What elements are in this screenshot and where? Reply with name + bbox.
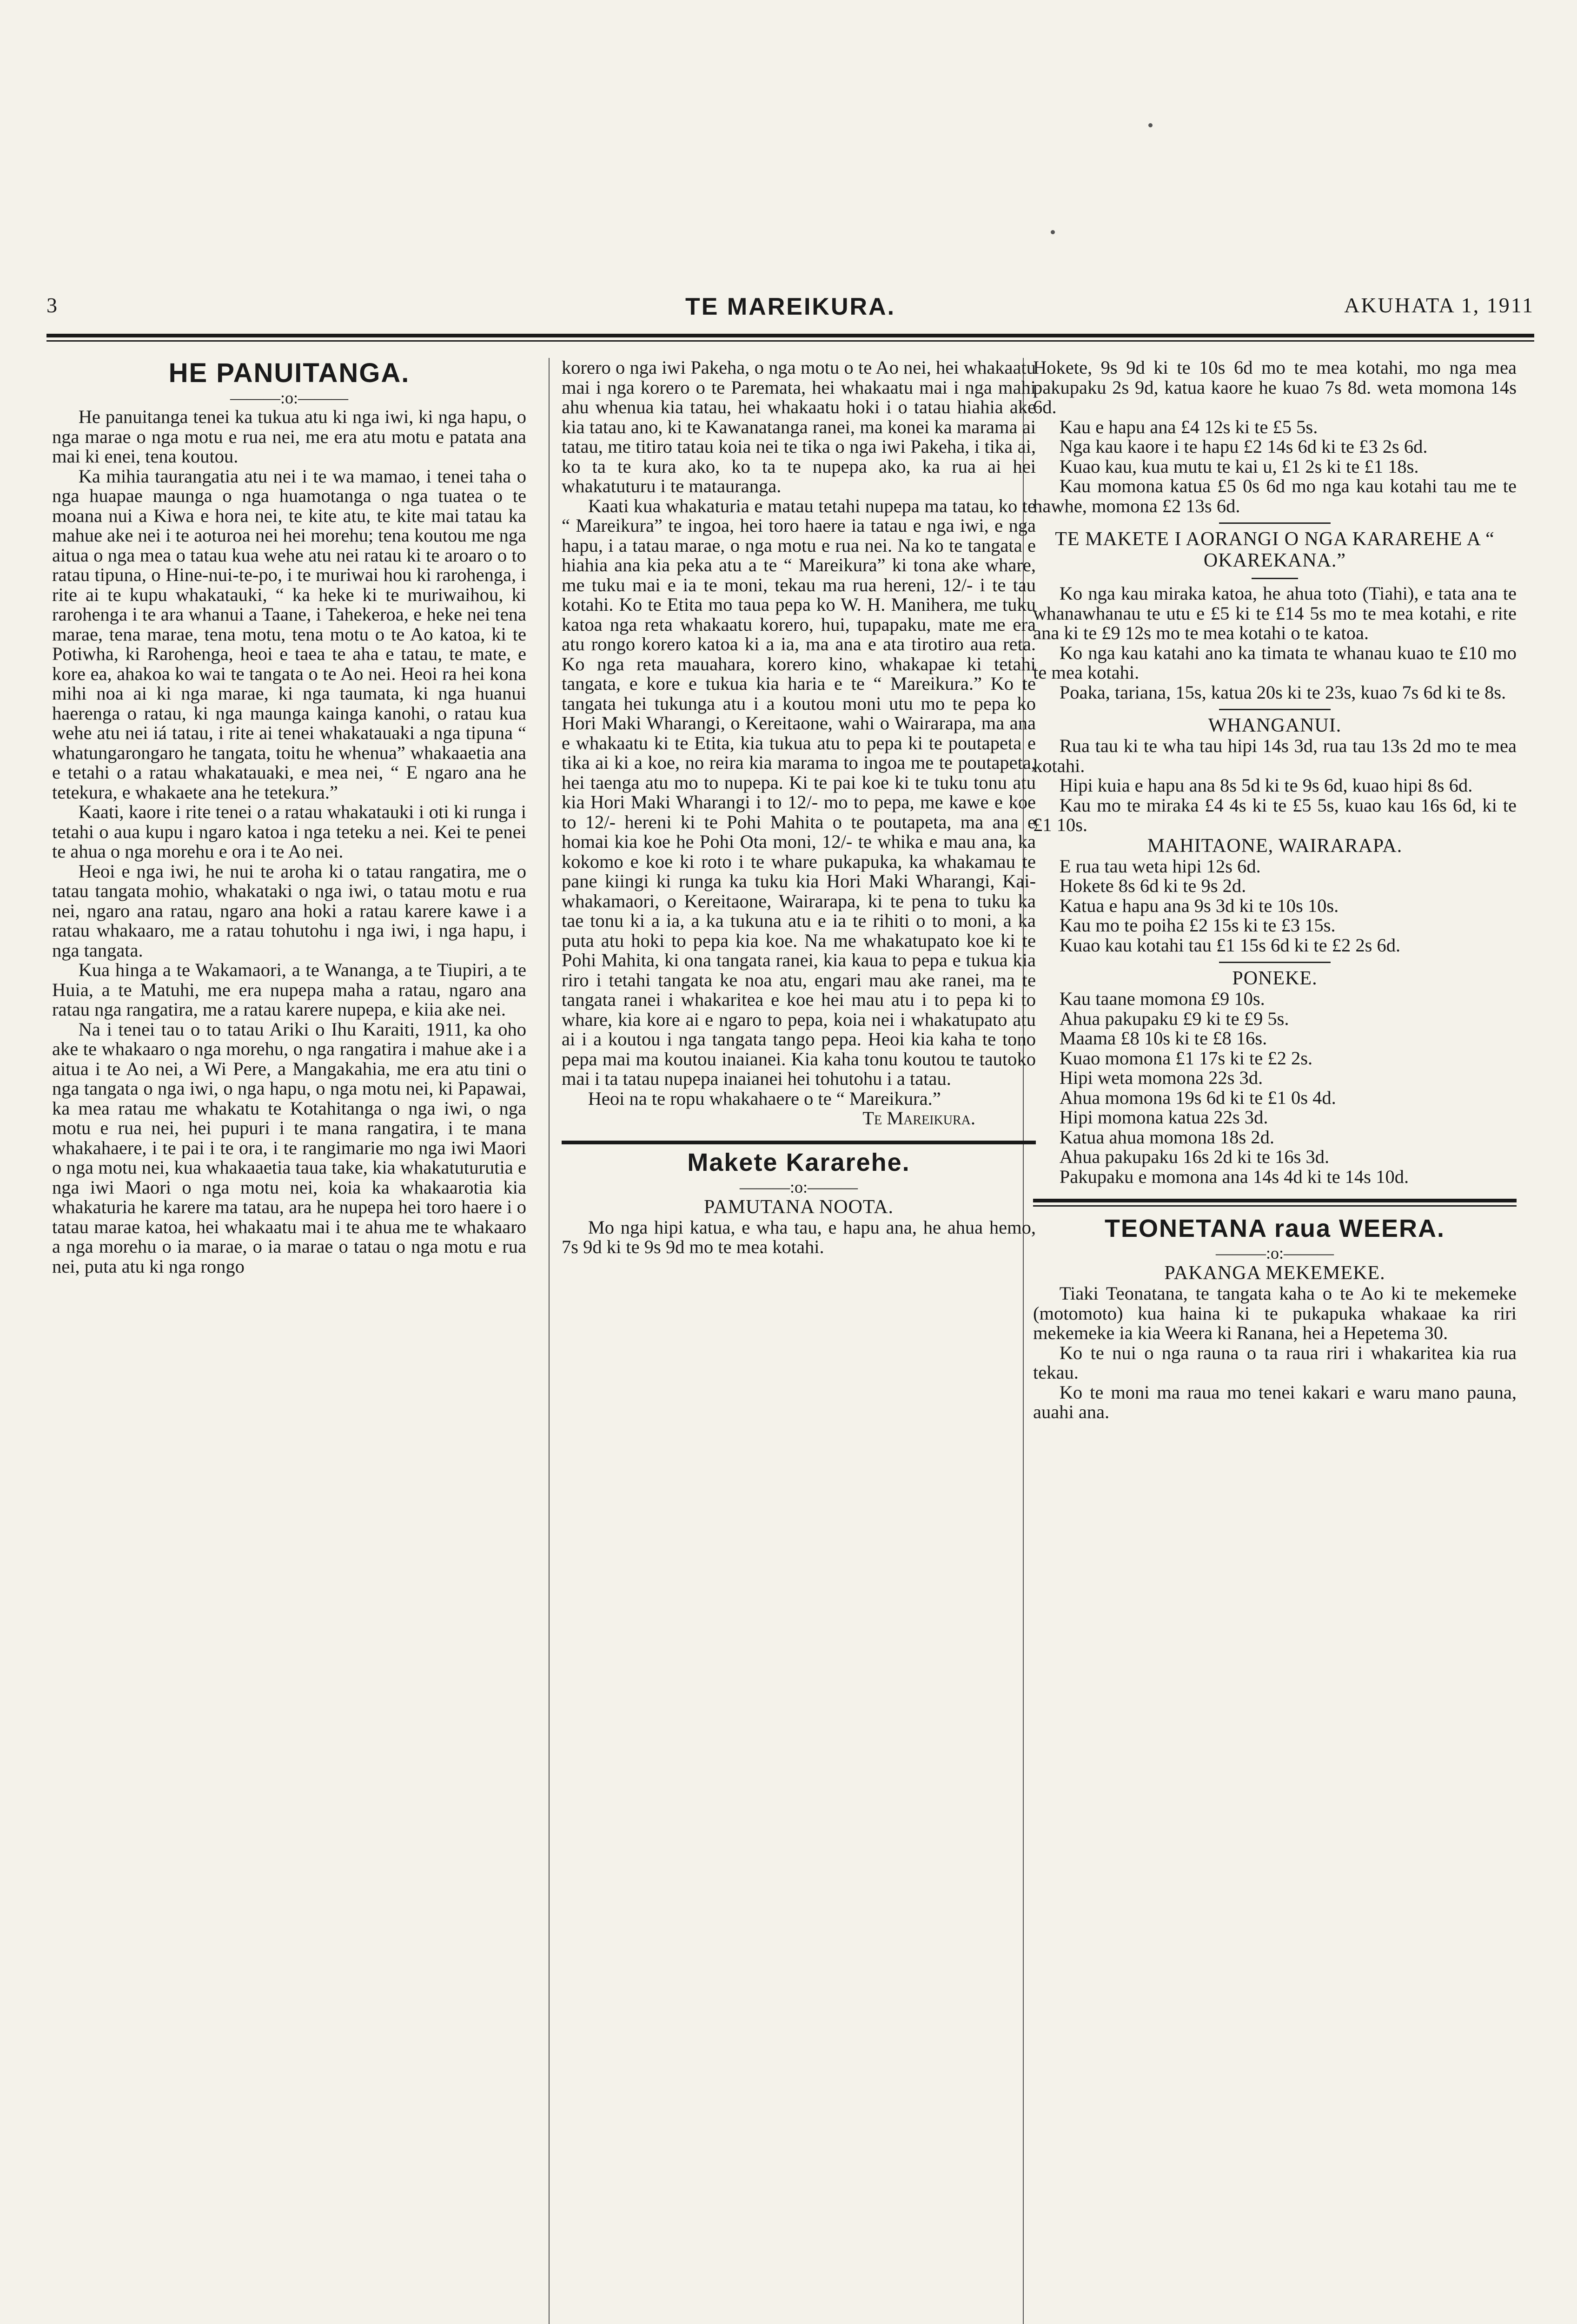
market-heading: Makete Kararehe. [687,1148,910,1176]
section-rule [1219,709,1331,710]
market-line: Pakupaku e momona ana 14s 4d ki te 14s 10d. [1059,1166,1409,1187]
paragraph: Kaati, kaore i rite tenei o a ratau whakatauki i oti ki runga i tetahi o aua kupu i ngaro katoa i nga teteku a nei. Kei te penei te ahua o nga morehu e ora i te Ao nei. [52,801,526,862]
market-line: Hokete, 9s 9d ki te 10s 6d mo te mea kotahi, mo nga mea pakupaku 2s 9d, katua kaore he kuao 7s 8d. weta momona 14s 6d. [1033,358,1517,417]
market-line: Hipi weta momona 22s 3d. [1059,1067,1263,1088]
header-rule-thin [46,340,1534,342]
paragraph: korero o nga iwi Pakeha, o nga motu o te Ao nei, hei whakaatu mai i nga korero o te Paremata, hei whakaatu mai i nga mahi ahu whenua kia tatau, hei whakaatu hoki i o tatau hiahia ake kia tatau ano, ki te Kawanatanga ranei, ma konei ka marama ai tatau, me titiro tatau koia nei te tika o nga iwi Pakeha, i tika ai, ko ta te kura ako, ko ta te nupepa ako, ka rua ai hei whakatuturu i te matauranga. [562,358,1036,496]
page-header [46,293,1534,325]
paragraph: He panuitanga tenei ka tukua atu ki nga iwi, ki nga hapu, o nga marae o nga motu e rua nei, me era atu motu e patata ana mai ki enei, tena koutou. [52,406,526,467]
market-line: Nga kau kaore i te hapu £2 14s 6d ki te £3 2s 6d. [1059,436,1428,457]
market-line: Ahua pakupaku £9 ki te £9 5s. [1059,1008,1289,1029]
paragraph: Mo nga hipi katua, e wha tau, e hapu ana, he ahua hemo, 7s 9d ki te 9s 9d mo te mea kotahi. [562,1216,1036,1257]
market-line: Katua e hapu ana 9s 3d ki te 10s 10s. [1059,895,1339,916]
paragraph: Kua hinga a te Wakamaori, a te Wananga, a te Tiupiri, a te Huia, a te Matuhi, me era nupepa maha a ratau, ngaro ana ratau nga rangatira, me a ratau karere nupepa, e kiia ake nei. [52,959,526,1020]
market-line: Ahua momona 19s 6d ki te £1 0s 4d. [1059,1087,1336,1108]
print-speck [1148,123,1153,127]
paragraph: Tiaki Teonatana, te tangata kaha o te Ao ki te mekemeke (motomoto) kua haina ki te pukapuka whakaae ka riri mekemeke ia kia Weera ki Ranana, hei a Hepetema 30. [1033,1283,1517,1343]
market-line: Kau e hapu ana £4 12s ki te £5 5s. [1059,416,1318,437]
market-line: Hipi momona katua 22s 3d. [1059,1107,1268,1128]
market-line: Katua ahua momona 18s 2d. [1059,1126,1274,1148]
header-rule-thick [46,334,1534,337]
mahitaone-heading: MAHITAONE, WAIRARAPA. [1147,835,1403,857]
market-line: Kau momona katua £5 0s 6d mo nga kau kotahi tau me te hawhe, momona £2 13s 6d. [1033,475,1517,516]
market-line: Maama £8 10s ki te £8 16s. [1059,1028,1267,1049]
market-line: Kau mo te miraka £4 4s ki te £5 5s, kuao kau 16s 6d, ki te £1 10s. [1033,794,1517,835]
section-rule [562,1141,1036,1144]
market-line: Kuao kau, kua mutu te kai u, £1 2s ki te £1 18s. [1059,456,1419,477]
market-line: Kau mo te poiha £2 15s ki te £3 15s. [1059,915,1336,936]
signature: Te Mareikura. [862,1108,975,1129]
market-separator: ———:o:——— [739,1177,858,1196]
section-rule [1252,578,1298,579]
paragraph: Kaati kua whakaturia e matau tetahi nupepa ma tatau, ko te “ Mareikura” te ingoa, hei toro haere ia tatau e nga iwi, e nga hapu, i a tatau marae, o nga motu e rua nei. Na ko te tangata e hiahia ana kia peka atu a te “ Mareikura” ki tona ake whare, me tuku mai e ia te moni, tekau ma rua hereni, 12/- i te tau kotahi. Ko te Etita mo taua pepa ko W. H. Manihera, me tuku katoa nga reta whakaatu korero, hui, tupapaku, mate me era atu rongo korero katoa ki a ia, ma ana e ata tirotiro aua reta. Ko nga reta mauahara, korero kino, whakapae ki tetahi tangata, e kore e tukua kia haria e te “ Mareikura.” Ko te tangata hei tukunga atu i a koutou moni utu mo te pepa ko Hori Maki Wharangi, o Kereitaone, wahi o Wairarapa, ma ana e whakaatu ki te Etita, kia tukua atu to pepa ki te poutapeta e tika ai ki a koe, no reira kia marama to ingoa me te poutapeta, hei taenga atu mo to nupepa. Ki te pai koe ki te tuku tonu atu kia Hori Maki Wharangi i to 12/- mo to pepa, me kawe e koe to 12/- hereni ki te Pohi Mahita o te poutapeta, ma ana e homai kia koe he Pohi Ota moni, 12/- te whika e mau ana, ka kokomo e koe ki roto i te whare pukapuka, ka whakamau te pane kiingi ki runga ka tuku kia Hori Maki Wharangi, Kai-whakamaori, o Kereitaone, Wairarapa, ki te pena to tuku ka tae tonu ki a ia, a ka tukuna atu e ia te rihiti o to moni, a ka puta atu hoki to pepa kia koe. Na me whakatupato koe ki te Pohi Mahita, ki ona tangata ranei, kia kaua to pepa e tukua kia riro i tetahi tangata ke noa atu, engari mau ake ranei, ma te tangata ranei i whakaritea e koe hei mau atu i to pepa ki to whare, kia kore ai e ngaro to pepa, koia nei i whakatupato atu ai i a koutou i nga tangata tango pepa. Heoi kia kaha te tono pepa mai ma koutou inaianei. Kia kaha tonu koutou te tautoko mai i ta tatau nupepa inaianei hei tohutohu i a tatau. [562,495,1036,1089]
sport-heading: TEONETANA raua WEERA. [1104,1215,1445,1242]
whanganui-heading: WHANGANUI. [1208,715,1342,736]
paragraph: Heoi na te ropu whakahaere o te “ Mareikura.” [588,1088,941,1109]
column-3 [1033,358,1517,2324]
market-line: Ko nga kau miraka katoa, he ahua toto (Tiahi), e tata ana te whanawhanau te utu e £5 ki te £14 5s mo te mea kotahi, e rite ana ki te £9 12s mo te mea kotahi o te katoa. [1033,583,1517,643]
section-rule [1033,1199,1517,1202]
aorangi-heading: TE MAKETE I AORANGI O NGA KARAREHE A “ OKAREKANA.” [1055,528,1495,571]
poneke-heading: PONEKE. [1232,968,1318,989]
market-line: Rua tau ki te wha tau hipi 14s 3d, rua tau 13s 2d mo te mea kotahi. [1033,735,1517,776]
column-2 [562,358,1036,2324]
market-subheading: PAMUTANA NOOTA. [703,1196,894,1218]
section-rule [1033,1205,1517,1207]
market-line: Hokete 8s 6d ki te 9s 2d. [1059,875,1246,896]
sport-separator: ———:o:——— [1215,1244,1334,1262]
heading-separator: ———:o:——— [230,389,348,407]
page-number: 3 [46,293,57,317]
market-line: Kuao momona £1 17s ki te £2 2s. [1059,1047,1313,1069]
print-speck [1051,230,1055,234]
market-line: E rua tau weta hipi 12s 6d. [1059,855,1261,877]
paragraph: Heoi e nga iwi, he nui te aroha ki o tatau rangatira, me o tatau tangata mohio, whakataki o nga iwi, o tatau motu e rua nei, ngaro ana ratau, ngaro ana hoki a ratau karere kawe i a ratau whakaaro, me a ratau tohutohu i nga iwi, i nga hapu, i nga tangata. [52,860,526,961]
issue-date: AKUHATA 1, 1911 [1344,293,1534,317]
paper-title: TE MAREIKURA. [685,293,896,320]
market-line: Ko nga kau katahi ano ka timata te whanau kuao te £10 mo te mea kotahi. [1033,642,1517,683]
column-divider [549,358,550,2324]
paragraph: Ko te nui o nga rauna o ta raua riri i whakaritea kia rua tekau. [1033,1342,1517,1383]
market-line: Poaka, tariana, 15s, katua 20s ki te 23s, kuao 7s 6d ki te 8s. [1059,681,1506,703]
panuitanga-heading: HE PANUITANGA. [168,358,410,388]
market-line: Ahua pakupaku 16s 2d ki te 16s 3d. [1059,1146,1330,1167]
paragraph: Ko te moni ma raua mo tenei kakari e waru mano pauna, auahi ana. [1033,1381,1517,1422]
sport-subheading: PAKANGA MEKEMEKE. [1164,1262,1385,1284]
column-1 [52,358,526,2324]
market-line: Kau taane momona £9 10s. [1059,988,1265,1009]
paragraph: Ka mihia taurangatia atu nei i te wa mamao, i tenei taha o nga huapae maunga o nga huamotanga o nga tuatea o te moana nui a Kiwa e hora nei, te kite atu, te kite mai tatau ka mahue ake nei i te aoturoa nei hei morehu; tena koutou me nga aitua o nga mea o tatau kua wehe atu nei ratau ki te aroaro o to ratau tipuna, o Hine-nui-te-po, i te muriwai hou ki rarohenga, i rite ai te kupu whakatauki, “ ka heke ki te muriwaihou, ki rarohenga i te ara whanui a Taane, i Tahekeroa, e heke nei tena marae, tena marae, tena motu, tena motu o te Ao katoa, ki te Potiwha, ki Rarohenga, heoi e taea te aha e tatau, te mate, e kore ea, ahakoa ko wai te tangata o te Ao nei. Heoi ra hei kona mihi noa ai ki nga marae, ki nga taumata, ki nga huanui haerenga o ratau, ki nga maunga kainga kanohi, o ratau kua wehe atu nei iá tatau, i rite ai tenei whakatauaki a nga tipuna “ whatungarongaro he tangata, toitu he whenua” whakaaetia ana e tetahi o a ratau whakatauaki, e mea nei, “ E ngaro ana he tetekura, e whakaete ana he tetekura.” [52,465,526,803]
market-line: Hipi kuia e hapu ana 8s 5d ki te 9s 6d, kuao hipi 8s 6d. [1059,775,1473,796]
paragraph: Na i tenei tau o to tatau Ariki o Ihu Karaiti, 1911, ka oho ake te whakaaro o nga morehu, o nga rangatira i mahue ake i a aitua i te Ao nei, a Wi Pere, a Mangakahia, me era atu tini o nga tangata o nga iwi, o nga hapu, o nga motu nei, ki Papawai, ka mea ratau me whakatu te Kotahitanga o nga iwi, o nga motu e rua nei, hei pupuri i te mana rangatira, i te mana whakahaere, i te pai i te ora, i te rangimarie mo nga iwi Maori o nga motu nei, kua whakaaetia taua take, kia whakatuturutia e nga iwi Maori o nga motu nei, koia ka whakaarotia kia whakaturia he karere ma tatau, ara he nupepa hei toro haere i o tatau marae katoa, hei whakaatu mai i te ahua me te whakaaro a nga morehu o ia marae, o ia marae o tatau o nga motu e rua nei, puta atu ki nga rongo [52,1018,526,1277]
section-rule [1219,962,1331,963]
market-line: Kuao kau kotahi tau £1 15s 6d ki te £2 2s 6d. [1059,934,1401,956]
section-rule [1219,522,1331,524]
